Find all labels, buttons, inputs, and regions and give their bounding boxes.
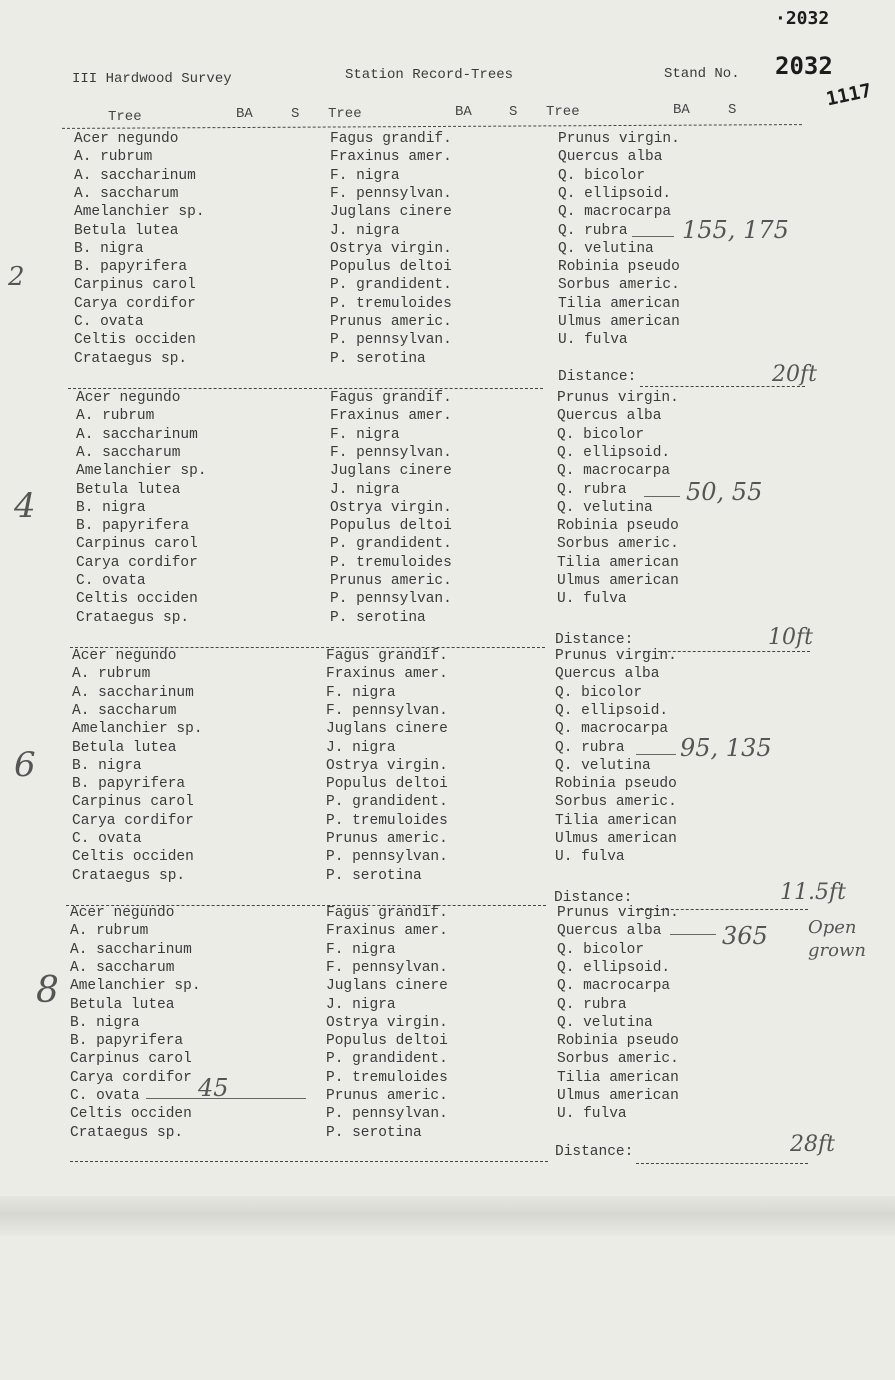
station-divider-4b bbox=[636, 1163, 808, 1164]
species-entry: C. ovata bbox=[70, 1088, 140, 1104]
species-entry: F. pennsylvan. bbox=[330, 444, 452, 461]
species-entry: Q. ellipsoid. bbox=[558, 185, 672, 202]
species-entry: B. nigra bbox=[76, 499, 146, 516]
species-entry: Tilia american bbox=[555, 812, 677, 829]
species-entry: Betula lutea bbox=[72, 739, 177, 756]
species-entry: Juglans cinere bbox=[326, 721, 448, 738]
species-entry: Carpinus carol bbox=[70, 1051, 192, 1068]
species-entry: P. tremuloides bbox=[326, 812, 448, 829]
species-entry: P. pennsylvan. bbox=[330, 591, 452, 608]
species-entry: Quercus alba bbox=[555, 666, 660, 683]
species-entry: P. grandident. bbox=[326, 794, 448, 811]
species-entry: Amelanchier sp. bbox=[74, 204, 205, 221]
species-entry: Q. ellipsoid. bbox=[557, 959, 671, 976]
species-entry: Amelanchier sp. bbox=[76, 463, 207, 480]
species-entry: Celtis occiden bbox=[76, 591, 198, 608]
species-entry: Prunus virgin. bbox=[557, 905, 679, 921]
species-entry: Fagus grandif. bbox=[326, 648, 448, 664]
open-grown-note: Open grown bbox=[808, 917, 866, 962]
species-entry: Celtis occiden bbox=[74, 332, 196, 349]
distance-value-4: 28ft bbox=[790, 1132, 835, 1157]
species-entry: A. saccharum bbox=[70, 959, 175, 976]
species-entry: Q. macrocarpa bbox=[557, 978, 671, 995]
station-divider-4a bbox=[70, 1161, 548, 1162]
species-entry: Ostrya virgin. bbox=[330, 240, 452, 257]
species-entry: Carpinus carol bbox=[76, 536, 198, 553]
species-entry: U. fulva bbox=[557, 1106, 627, 1123]
species-entry: B. nigra bbox=[72, 757, 142, 774]
species-entry: B. papyrifera bbox=[74, 259, 188, 276]
species-entry: A. rubrum bbox=[70, 923, 149, 940]
species-entry: F. nigra bbox=[326, 941, 396, 958]
rubra-leader-2 bbox=[644, 496, 680, 497]
species-entry: Ostrya virgin. bbox=[326, 757, 448, 774]
rubra-ba-note-3: 95, 135 bbox=[680, 734, 772, 762]
species-entry: Q. bicolor bbox=[557, 941, 645, 958]
species-entry: Fagus grandif. bbox=[326, 905, 448, 921]
species-entry: Crataegus sp. bbox=[70, 1124, 184, 1141]
station-number-3: 6 bbox=[14, 745, 36, 785]
species-entry: J. nigra bbox=[330, 222, 400, 239]
species-entry: Carya cordifor bbox=[72, 812, 194, 829]
species-entry: Fraxinus amer. bbox=[326, 666, 448, 683]
species-entry: Acer negundo bbox=[70, 905, 175, 921]
species-entry: Tilia american bbox=[558, 295, 680, 312]
species-entry: P. pennsylvan. bbox=[330, 332, 452, 349]
species-entry: Q. velutina bbox=[557, 499, 653, 516]
species-entry: U. fulva bbox=[555, 849, 625, 866]
species-entry: P. serotina bbox=[330, 350, 426, 367]
species-entry: F. pennsylvan. bbox=[326, 959, 448, 976]
species-entry: Acer negundo bbox=[76, 390, 181, 406]
col-header-tree-1: Tree bbox=[108, 109, 142, 125]
species-entry: A. rubrum bbox=[76, 408, 155, 425]
ovata-ba-note: 45 bbox=[198, 1074, 229, 1102]
species-entry: Q. bicolor bbox=[557, 426, 645, 443]
species-entry: B. nigra bbox=[70, 1014, 140, 1031]
distance-label: Distance: bbox=[554, 890, 633, 906]
species-entry: Fraxinus amer. bbox=[330, 149, 452, 166]
distance-value-1: 20ft bbox=[772, 362, 817, 387]
species-entry: Populus deltoi bbox=[326, 776, 448, 793]
species-entry: P. grandident. bbox=[326, 1051, 448, 1068]
species-entry: Q. ellipsoid. bbox=[557, 444, 671, 461]
species-entry: Robinia pseudo bbox=[558, 259, 680, 276]
species-entry: Q. rubra bbox=[558, 222, 628, 239]
species-entry: J. nigra bbox=[330, 481, 400, 498]
species-entry: B. papyrifera bbox=[70, 1033, 184, 1050]
rubra-ba-note-2: 50, 55 bbox=[686, 478, 763, 506]
species-entry: P. serotina bbox=[326, 1124, 422, 1141]
species-entry: A. rubrum bbox=[72, 666, 151, 683]
species-entry: Robinia pseudo bbox=[557, 518, 679, 535]
species-entry: U. fulva bbox=[558, 332, 628, 349]
species-entry: Carya cordifor bbox=[70, 1069, 192, 1086]
species-entry: F. nigra bbox=[330, 167, 400, 184]
species-entry: Amelanchier sp. bbox=[70, 978, 201, 995]
species-entry: Q. velutina bbox=[558, 240, 654, 257]
species-entry: Q. ellipsoid. bbox=[555, 702, 669, 719]
species-entry: Prunus americ. bbox=[326, 1088, 448, 1104]
species-entry: Celtis occiden bbox=[72, 849, 194, 866]
species-entry: P. tremuloides bbox=[326, 1069, 448, 1086]
distance-value-3: 11.5ft bbox=[780, 880, 846, 905]
species-entry: Fagus grandif. bbox=[330, 131, 452, 147]
species-entry: Q. bicolor bbox=[555, 684, 643, 701]
species-entry: Q. velutina bbox=[555, 757, 651, 774]
col-header-s-3: S bbox=[728, 102, 737, 118]
col-header-ba-2: BA bbox=[455, 104, 472, 120]
species-entry: Q. rubra bbox=[557, 996, 627, 1013]
species-entry: Fraxinus amer. bbox=[326, 923, 448, 940]
species-entry: P. serotina bbox=[330, 609, 426, 626]
species-entry: Amelanchier sp. bbox=[72, 721, 203, 738]
record-title: Station Record-Trees bbox=[345, 67, 514, 83]
species-entry: F. nigra bbox=[330, 426, 400, 443]
station-number-1: 2 bbox=[8, 262, 25, 292]
species-entry: A. saccharinum bbox=[76, 426, 198, 443]
species-entry: Juglans cinere bbox=[330, 463, 452, 480]
species-entry: B. nigra bbox=[74, 240, 144, 257]
alba-leader bbox=[670, 934, 716, 935]
species-entry: U. fulva bbox=[557, 591, 627, 608]
species-entry: C. ovata bbox=[72, 831, 142, 847]
col-header-ba-1: BA bbox=[236, 106, 253, 122]
species-entry: Ulmus american bbox=[558, 314, 680, 330]
species-entry: Q. rubra bbox=[557, 481, 627, 498]
species-entry: Q. rubra bbox=[555, 739, 625, 756]
species-entry: P. tremuloides bbox=[330, 295, 452, 312]
species-entry: Q. velutina bbox=[557, 1014, 653, 1031]
species-entry: Prunus virgin. bbox=[557, 390, 679, 406]
species-entry: Celtis occiden bbox=[70, 1106, 192, 1123]
station-divider-1a bbox=[68, 388, 543, 389]
distance-label: Distance: bbox=[555, 1144, 634, 1160]
species-entry: P. grandident. bbox=[330, 277, 452, 294]
species-entry: Sorbus americ. bbox=[555, 794, 677, 811]
species-entry: F. pennsylvan. bbox=[326, 702, 448, 719]
species-entry: F. pennsylvan. bbox=[330, 185, 452, 202]
species-entry: A. rubrum bbox=[74, 149, 153, 166]
species-entry: Ulmus american bbox=[557, 1088, 679, 1104]
species-entry: J. nigra bbox=[326, 996, 396, 1013]
col-header-s-2: S bbox=[509, 104, 518, 120]
stand-number-stamp: 2032 bbox=[775, 52, 833, 80]
species-entry: A. saccharinum bbox=[74, 167, 196, 184]
species-entry: F. nigra bbox=[326, 684, 396, 701]
rubra-leader-1 bbox=[632, 236, 674, 237]
species-entry: Carya cordifor bbox=[76, 554, 198, 571]
species-entry: Prunus virgin. bbox=[558, 131, 680, 147]
species-entry: P. pennsylvan. bbox=[326, 1106, 448, 1123]
species-entry: Betula lutea bbox=[74, 222, 179, 239]
species-entry: Quercus alba bbox=[557, 408, 662, 425]
species-entry: A. saccharum bbox=[74, 185, 179, 202]
species-entry: Sorbus americ. bbox=[557, 1051, 679, 1068]
species-entry: Sorbus americ. bbox=[558, 277, 680, 294]
species-entry: P. serotina bbox=[326, 867, 422, 884]
species-entry: Prunus americ. bbox=[326, 831, 448, 847]
species-entry: Q. macrocarpa bbox=[558, 204, 672, 221]
species-entry: A. saccharum bbox=[76, 444, 181, 461]
col-header-s-1: S bbox=[291, 106, 300, 122]
species-entry: Crataegus sp. bbox=[74, 350, 188, 367]
col-header-ba-3: BA bbox=[673, 102, 690, 118]
species-entry: C. ovata bbox=[76, 573, 146, 589]
species-entry: B. papyrifera bbox=[72, 776, 186, 793]
distance-label: Distance: bbox=[558, 369, 637, 385]
species-entry: Fraxinus amer. bbox=[330, 408, 452, 425]
species-entry: Crataegus sp. bbox=[72, 867, 186, 884]
species-entry: Prunus americ. bbox=[330, 573, 452, 589]
species-entry: Sorbus americ. bbox=[557, 536, 679, 553]
species-entry: J. nigra bbox=[326, 739, 396, 756]
species-entry: P. grandident. bbox=[330, 536, 452, 553]
species-entry: Ulmus american bbox=[555, 831, 677, 847]
species-entry: B. papyrifera bbox=[76, 518, 190, 535]
species-entry: Prunus americ. bbox=[330, 314, 452, 330]
species-entry: Fagus grandif. bbox=[330, 390, 452, 406]
species-entry: Ostrya virgin. bbox=[330, 499, 452, 516]
species-entry: Betula lutea bbox=[70, 996, 175, 1013]
species-entry: Ostrya virgin. bbox=[326, 1014, 448, 1031]
species-entry: A. saccharinum bbox=[72, 684, 194, 701]
species-entry: Q. macrocarpa bbox=[555, 721, 669, 738]
rubra-leader-3 bbox=[636, 754, 676, 755]
species-entry: Ulmus american bbox=[557, 573, 679, 589]
species-entry: C. ovata bbox=[74, 314, 144, 330]
species-entry: A. saccharinum bbox=[70, 941, 192, 958]
species-entry: Robinia pseudo bbox=[557, 1033, 679, 1050]
col-header-tree-3: Tree bbox=[546, 104, 580, 120]
top-stamp: ·2032 bbox=[775, 8, 830, 29]
species-entry: Tilia american bbox=[557, 1069, 679, 1086]
species-entry: Carya cordifor bbox=[74, 295, 196, 312]
distance-label: Distance: bbox=[555, 632, 634, 648]
alba-ba-note: 365 bbox=[722, 922, 768, 950]
paper-fold bbox=[0, 1196, 895, 1236]
species-entry: Populus deltoi bbox=[330, 518, 452, 535]
species-entry: Juglans cinere bbox=[326, 978, 448, 995]
species-entry: Robinia pseudo bbox=[555, 776, 677, 793]
species-entry: Acer negundo bbox=[74, 131, 179, 147]
species-entry: Populus deltoi bbox=[330, 259, 452, 276]
species-entry: Prunus virgin. bbox=[555, 648, 677, 664]
survey-title: III Hardwood Survey bbox=[72, 71, 232, 87]
species-entry: P. tremuloides bbox=[330, 554, 452, 571]
stand-label: Stand No. bbox=[664, 66, 740, 82]
col-header-tree-2: Tree bbox=[328, 106, 362, 122]
station-number-2: 4 bbox=[14, 486, 36, 526]
species-entry: Q. bicolor bbox=[558, 167, 646, 184]
distance-value-2: 10ft bbox=[768, 625, 813, 650]
species-entry: Juglans cinere bbox=[330, 204, 452, 221]
species-entry: P. pennsylvan. bbox=[326, 849, 448, 866]
species-entry: Betula lutea bbox=[76, 481, 181, 498]
species-entry: Crataegus sp. bbox=[76, 609, 190, 626]
rubra-ba-note-1: 155, 175 bbox=[682, 216, 789, 244]
species-entry: Tilia american bbox=[557, 554, 679, 571]
species-entry: Q. macrocarpa bbox=[557, 463, 671, 480]
species-entry: Carpinus carol bbox=[72, 794, 194, 811]
species-entry: Quercus alba bbox=[557, 923, 662, 940]
species-entry: Populus deltoi bbox=[326, 1033, 448, 1050]
species-entry: A. saccharum bbox=[72, 702, 177, 719]
species-entry: Acer negundo bbox=[72, 648, 177, 664]
corner-stamp: 1117 bbox=[824, 79, 874, 111]
station-number-4: 8 bbox=[36, 970, 59, 1011]
species-entry: Quercus alba bbox=[558, 149, 663, 166]
species-entry: Carpinus carol bbox=[74, 277, 196, 294]
